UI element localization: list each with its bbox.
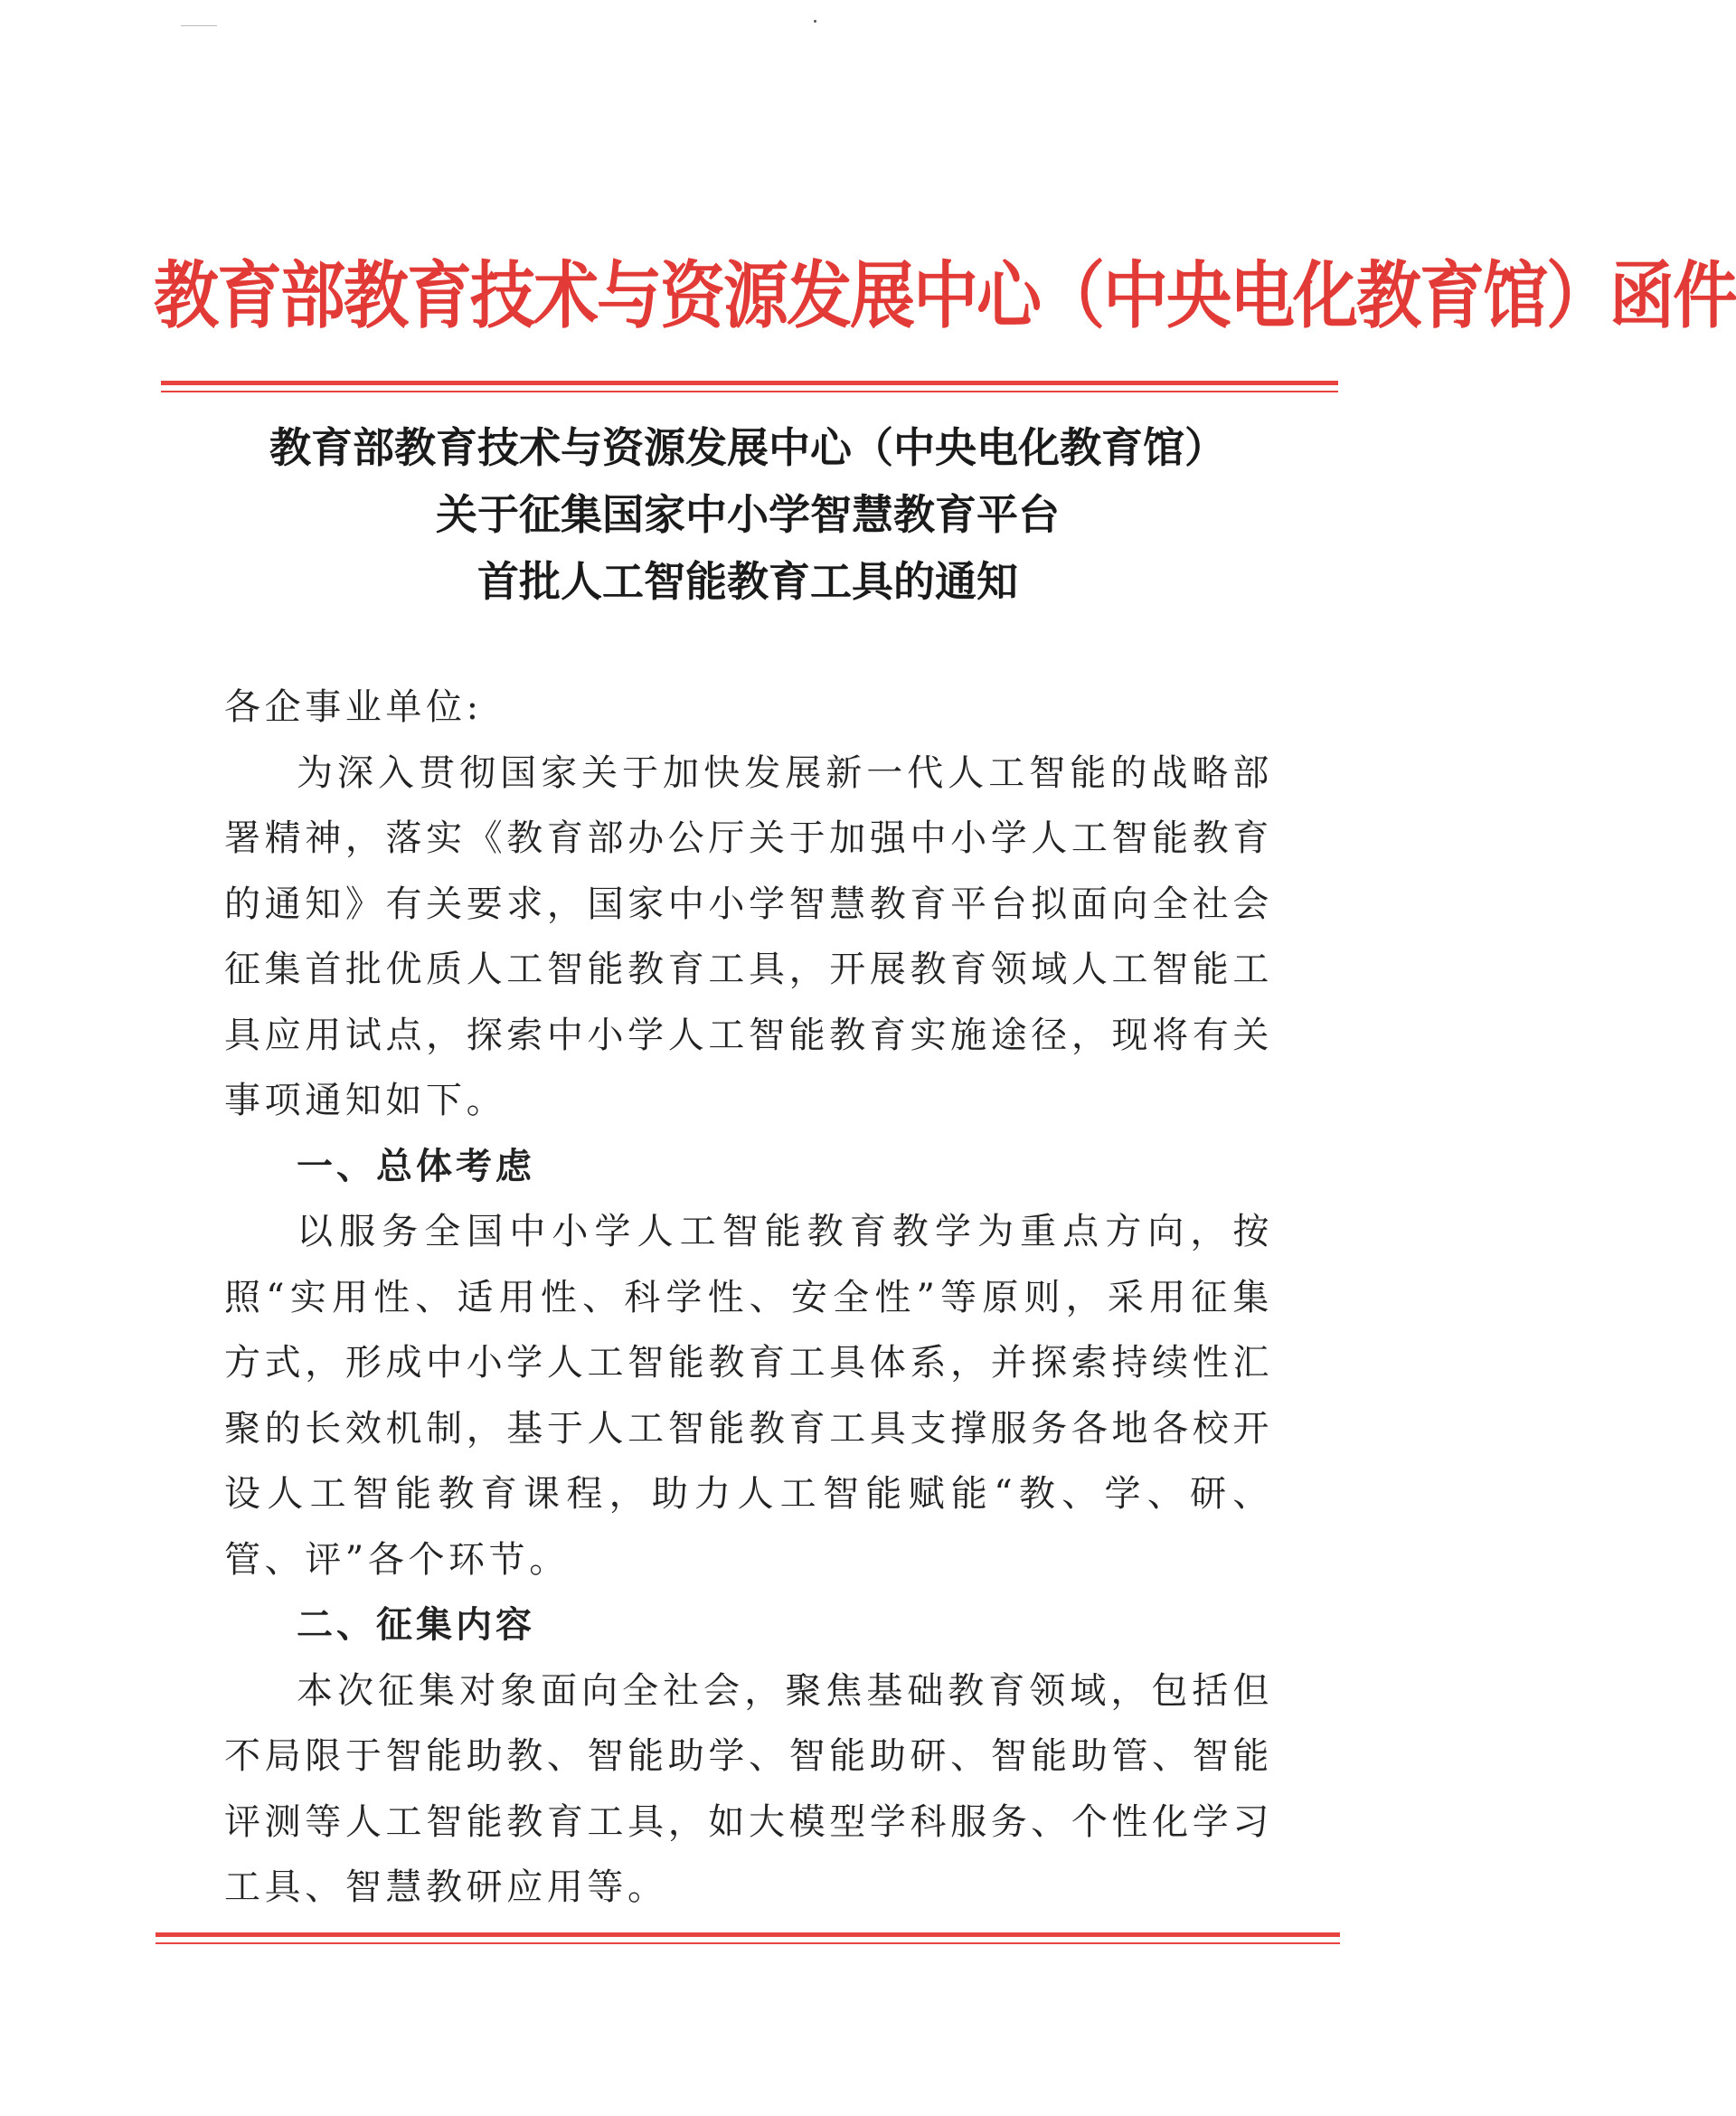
document-title-line-1: 教育部教育技术与资源发展中心（中央电化教育馆）: [269, 423, 1226, 472]
section-heading-1: 一、总体考虑: [297, 1145, 535, 1187]
paragraph-section-2: 本次征集对象面向全社会，聚焦基础教育领域，包括但不局限于智能助教、智能助学、智能助研、智能助管、智能评测等人工智能教育工具，如大模型学科服务、个性化学习工具、智慧教研应用等。: [224, 1669, 1273, 1908]
section-heading-2: 二、征集内容: [297, 1604, 535, 1646]
footer-rule-thin: [156, 1942, 1340, 1944]
scan-artifact-line: [181, 25, 217, 26]
letterhead-title: 教育部教育技术与资源发展中心（中央电化教育馆）函件: [154, 252, 1736, 339]
document-body: [224, 675, 1273, 1921]
document-title-line-2: 关于征集国家中小学智慧教育平台: [436, 490, 1060, 539]
salutation: 各企事业单位:: [224, 686, 483, 728]
footer-rule-thick: [156, 1932, 1340, 1937]
letterhead-rule-thin: [161, 391, 1338, 392]
document-title: [181, 414, 1315, 615]
paragraph-section-1: 以服务全国中小学人工智能教育教学为重点方向，按照“实用性、适用性、科学性、安全性”等原则，采用征集方式，形成中小学人工智能教育工具体系，并探索持续性汇聚的长效机制，基于人工智能教育工具支撑服务各地各校开设人工智能教育课程，助力人工智能赋能“教、学、研、管、评”各个环节。: [224, 1211, 1273, 1581]
letterhead-rule-thick: [161, 381, 1338, 385]
document-title-line-3: 首批人工智能教育工具的通知: [477, 557, 1018, 606]
scan-speck: [814, 20, 816, 23]
paragraph-intro: 为深入贯彻国家关于加快发展新一代人工智能的战略部署精神，落实《教育部办公厅关于加强中小学人工智能教育的通知》有关要求，国家中小学智慧教育平台拟面向全社会征集首批优质人工智能教育工具，开展教育领域人工智能工具应用试点，探索中小学人工智能教育实施途径，现将有关事项通知如下。: [224, 751, 1273, 1121]
